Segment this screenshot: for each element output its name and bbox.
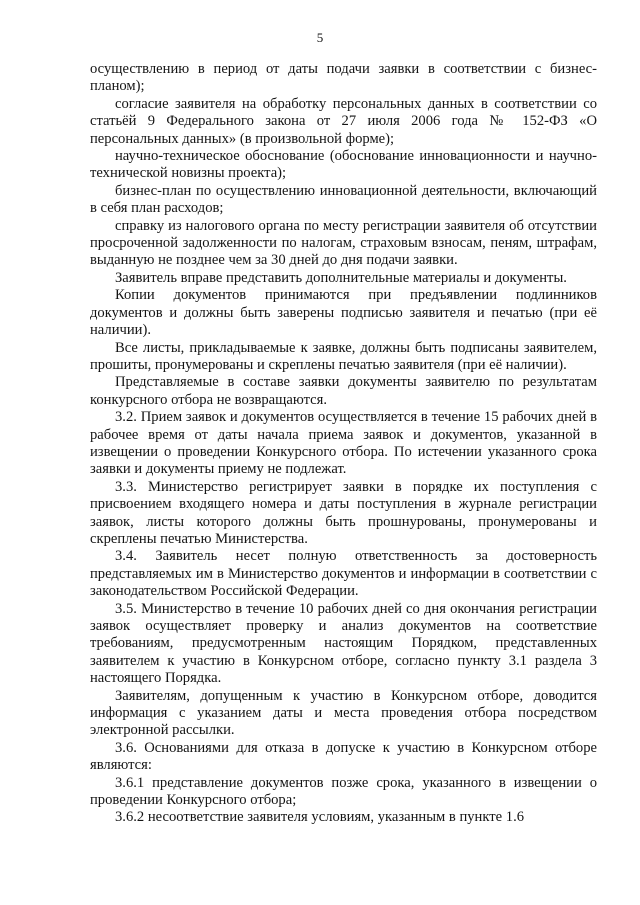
paragraph: Копии документов принимаются при предъявлении подлинников документов и должны быть заверены подписью заявителя и печатью (при её наличии). <box>90 287 597 339</box>
paragraph: 3.6.2 несоответствие заявителя условиям, указанным в пункте 1.6 <box>115 809 525 826</box>
paragraph: справку из налогового органа по месту регистрации заявителя об отсутствии просроченной задолженности по налогам, страховым взносам, пеням, штрафам, выданную не позднее чем за 30 дней до дня подачи заявки. <box>90 217 597 269</box>
paragraph: 3.6.1 представление документов позже срока, указанного в извещении о проведении Конкурсного отбора; <box>90 774 597 809</box>
paragraph: согласие заявителя на обработку персональных данных в соответствии со статьёй 9 Федерального закона от 27 июля 2006 года № 152-ФЗ «О персональных данных» (в произвольной форме); <box>90 95 597 147</box>
paragraph: научно-техническое обоснование (обоснование инновационности и научно-технической новизны проекта); <box>90 148 597 182</box>
paragraph: 3.5. Министерство в течение 10 рабочих дней со дня окончания регистрации заявок осуществляет проверку и анализ документов на соответствие требованиям, предусмотренным настоящим Порядком, представленных заявителем к участию в Конкурсном отборе, согласно пункту 3.1 раздела 3 настоящего Порядка. <box>90 600 597 687</box>
paragraph: осуществлению в период от даты подачи заявки в соответствии с бизнес-планом); <box>90 61 597 95</box>
document-body <box>90 61 597 827</box>
page-number: 5 <box>316 30 324 45</box>
paragraph: бизнес-план по осуществлению инновационной деятельности, включающий в себя план расходов; <box>90 182 597 217</box>
paragraph: Заявитель вправе представить дополнительные материалы и документы. <box>115 269 567 286</box>
paragraph: Представляемые в составе заявки документы заявителю по результатам конкурсного отбора не возвращаются. <box>90 374 597 408</box>
paragraph: 3.3. Министерство регистрирует заявки в порядке их поступления с присвоением входящего номера и даты поступления в журнале регистрации заявок, листы которого должны быть прошнурованы, пронумерованы и скреплены печатью Министерства. <box>90 478 597 547</box>
paragraph: 3.2. Прием заявок и документов осуществляется в течение 15 рабочих дней в рабочее время от даты начала приема заявок и документов, указанной в извещении о проведении Конкурсного отбора. По истечении указанного срока заявки и документы приему не подлежат. <box>90 409 597 478</box>
paragraph: 3.4. Заявитель несет полную ответственность за достоверность представляемых им в Министерство документов и информации в соответствии с законодательством Российской Федерации. <box>90 548 597 600</box>
paragraph: 3.6. Основаниями для отказа в допуске к участию в Конкурсном отборе являются: <box>90 739 597 774</box>
paragraph: Заявителям, допущенным к участию в Конкурсном отборе, доводится информация с указанием даты и места проведения отбора посредством электронной рассылки. <box>90 687 597 739</box>
paragraph: Все листы, прикладываемые к заявке, должны быть подписаны заявителем, прошиты, пронумерованы и скреплены печатью заявителя (при её наличии). <box>90 339 597 373</box>
